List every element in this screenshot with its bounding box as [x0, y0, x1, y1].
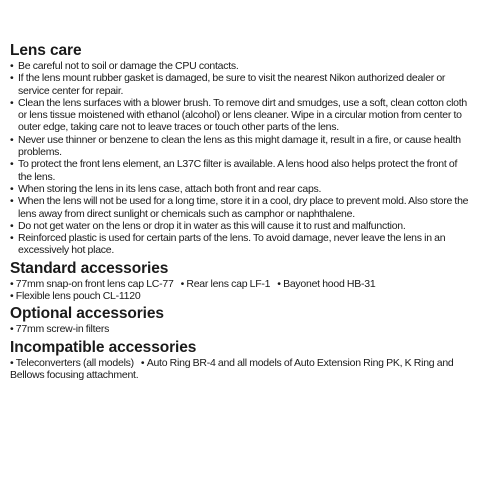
- lens-care-item-heat: • Reinforced plastic is used for certain parts of the lens. To avoid damage, never leave the lens in an excessively hot place.: [10, 232, 472, 257]
- lens-care-item-rubber-gasket: • If the lens mount rubber gasket is damaged, be sure to visit the nearest Nikon authorized dealer or service center for repair.: [10, 72, 472, 97]
- incompatible-accessories-heading: Incompatible accessories: [10, 338, 197, 356]
- lens-care-list: [10, 60, 472, 257]
- incompatible-accessories-section: [10, 339, 472, 382]
- incompatible-teleconverters: • Teleconverters (all models): [10, 357, 134, 369]
- accessory-rear-lens-cap: • Rear lens cap LF-1: [181, 278, 271, 290]
- accessory-screw-in-filters: • 77mm screw-in filters: [10, 323, 109, 335]
- lens-care-item-cpu-contacts: • Be careful not to soil or damage the CPU contacts.: [10, 60, 472, 72]
- lens-care-item-filter: • To protect the front lens element, an L37C filter is available. A lens hood also helps protect the front of the lens.: [10, 158, 472, 183]
- accessory-lens-pouch: • Flexible lens pouch CL-1120: [10, 290, 140, 302]
- optional-accessories-section: [10, 305, 472, 335]
- incompatible-accessories-line: [10, 357, 472, 382]
- lens-care-item-long-storage: • When the lens will not be used for a long time, store it in a cool, dry place to prevent mold. Also store the lens away from direct sunlight or chemicals such as camphor or naphthalene.: [10, 195, 472, 220]
- lens-care-item-no-thinner: • Never use thinner or benzene to clean the lens as this might damage it, result in a fire, or cause health problems.: [10, 134, 472, 159]
- standard-accessories-line: [10, 278, 472, 290]
- standard-accessories-section: [10, 260, 472, 303]
- lens-care-item-cleaning: • Clean the lens surfaces with a blower brush. To remove dirt and smudges, use a soft, clean cotton cloth or lens tissue moistened with ethanol (alcohol) or lens cleaner. Wipe in a circular motion from center to outer edge, taking care not to leave traces or touch other parts of the lens.: [10, 97, 472, 134]
- optional-accessories-line: [10, 323, 472, 335]
- lens-care-heading: Lens care: [10, 42, 82, 59]
- lens-care-item-storing: • When storing the lens in its lens case, attach both front and rear caps.: [10, 183, 472, 195]
- accessory-front-lens-cap: • 77mm snap-on front lens cap LC-77: [10, 278, 174, 290]
- standard-accessories-heading: Standard accessories: [10, 259, 169, 277]
- lens-care-section: [10, 42, 472, 257]
- optional-accessories-heading: Optional accessories: [10, 305, 164, 323]
- manual-page: [10, 42, 472, 381]
- incompatible-auto-ring: • Auto Ring BR-4 and all models of Auto Extension Ring PK, K Ring and Bellows focusing attachment.: [10, 357, 454, 381]
- accessory-bayonet-hood: • Bayonet hood HB-31: [277, 278, 375, 290]
- lens-care-item-water: • Do not get water on the lens or drop it in water as this will cause it to rust and malfunction.: [10, 220, 472, 232]
- standard-accessories-line: [10, 290, 472, 302]
